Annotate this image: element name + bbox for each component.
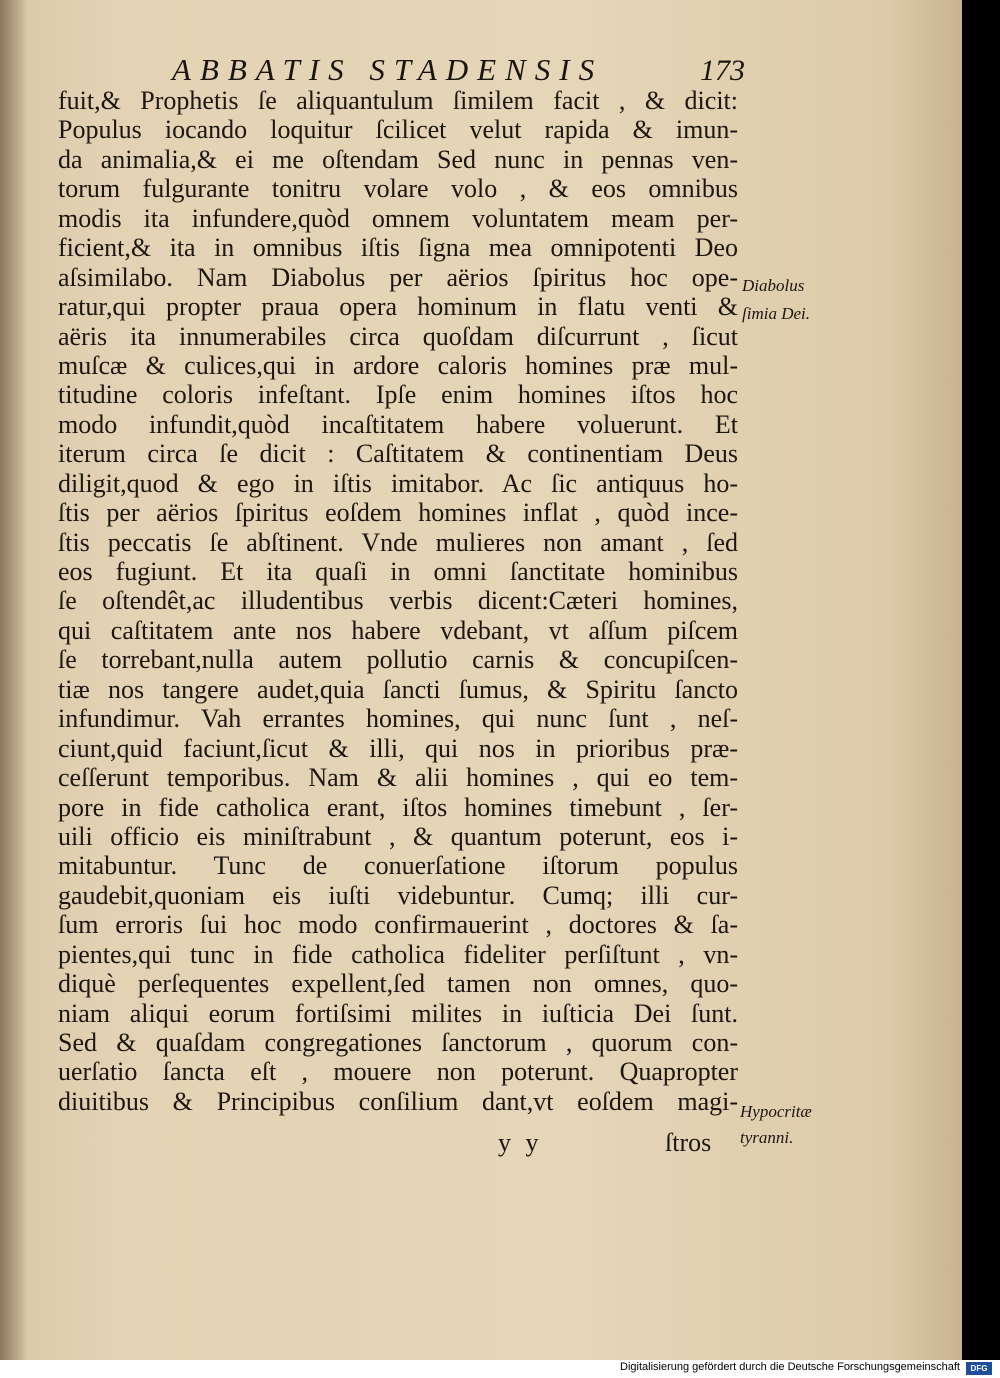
text-line: diquè perſequentes expellent,ſed tamen non omnes, quo- bbox=[58, 969, 738, 999]
text-line: ſe torrebant,nulla autem pollutio carnis & concupiſcen- bbox=[58, 645, 738, 675]
text-line: uili officio eis miniſtrabunt , & quantum poterunt, eos i- bbox=[58, 821, 738, 851]
body-text bbox=[58, 86, 738, 1116]
text-line: modo infundit,quòd incaſtitatem habere voluerunt. Et bbox=[58, 409, 738, 439]
text-line: pore in fide catholica erant, iſtos homines timebunt , ſer- bbox=[58, 792, 738, 822]
text-line: ficient,& ita in omnibus iſtis ſigna mea omnipotenti Deo bbox=[58, 233, 738, 263]
footer-bar bbox=[0, 1360, 1000, 1378]
text-line: diuitibus & Principibus conſilium dant,vt eoſdem magi- bbox=[58, 1086, 738, 1116]
text-line: modis ita infundere,quòd omnem voluntatem meam per- bbox=[58, 203, 738, 233]
margin-note-diabolus: Diabolus bbox=[742, 276, 805, 295]
text-line: iterum circa ſe dicit : Caſtitatem & continentiam Deus bbox=[58, 439, 738, 469]
margin-note-tyranni: tyranni. bbox=[740, 1128, 794, 1147]
text-line: gaudebit,quoniam eis iuſti videbuntur. Cumq; illi cur- bbox=[58, 880, 738, 910]
text-line: tiæ nos tangere audet,quia ſancti ſumus, & Spiritu ſancto bbox=[58, 674, 738, 704]
text-line: torum fulgurante tonitru volare volo , & eos omnibus bbox=[58, 174, 738, 204]
text-line: ſtis peccatis ſe abſtinent. Vnde mulieres non amant , ſed bbox=[58, 527, 738, 557]
text-line: aëris ita innumerabiles circa quoſdam diſcurrunt , ſicut bbox=[58, 321, 738, 351]
text-line: uerſatio ſancta eſt , mouere non poterunt. Quapropter bbox=[58, 1057, 738, 1087]
text-line: ratur,qui propter praua opera hominum in flatu venti & bbox=[58, 292, 738, 322]
text-line: ceſſerunt temporibus. Nam & alii homines , qui eo tem- bbox=[58, 763, 738, 793]
text-line: Populus iocando loquitur ſcilicet velut rapida & imun- bbox=[58, 115, 738, 145]
text-line: Sed & quaſdam congregationes ſanctorum , quorum con- bbox=[58, 1028, 738, 1057]
text-line: ſum erroris ſui hoc modo confirmauerint , doctores & ſa- bbox=[58, 910, 738, 940]
text-line: eos fugiunt. Et ita quaſi in omni ſanctitate hominibus bbox=[58, 557, 738, 586]
text-line: niam aliqui eorum fortiſsimi milites in iuſticia Dei ſunt. bbox=[58, 998, 738, 1028]
signature-mark: y y bbox=[498, 1128, 543, 1157]
text-line: aſsimilabo. Nam Diabolus per aërios ſpiritus hoc ope- bbox=[58, 262, 738, 292]
page-number: 173 bbox=[700, 54, 745, 87]
margin-note-simia-dei: ſimia Dei. bbox=[742, 304, 810, 323]
running-title: ABBATIS STADENSIS bbox=[172, 52, 604, 87]
text-line: ſtis per aërios ſpiritus eoſdem homines inflat , quòd ince- bbox=[58, 498, 738, 528]
text-line: qui caſtitatem ante nos habere vdebant, vt aſſum piſcem bbox=[58, 615, 738, 645]
dfg-logo-icon: DFG bbox=[966, 1362, 992, 1375]
text-line: da animalia,& ei me oſtendam Sed nunc in pennas ven- bbox=[58, 144, 738, 174]
margin-note-hypocritae: Hypocritæ bbox=[740, 1102, 812, 1121]
catchword: ſtros bbox=[665, 1128, 712, 1157]
funding-credit: Digitalisierung gefördert durch die Deutsche Forschungsgemeinschaft bbox=[620, 1361, 960, 1373]
text-line: diligit,quod & ego in iſtis imitabor. Ac ſic antiquus ho- bbox=[58, 468, 738, 498]
text-line: titudine coloris infeſtant. Ipſe enim homines iſtos hoc bbox=[58, 380, 738, 410]
text-line: muſcæ & culices,qui in ardore caloris homines præ mul- bbox=[58, 350, 738, 380]
binding-shadow bbox=[0, 0, 28, 1360]
text-line: infundimur. Vah errantes homines, qui nunc ſunt , neſ- bbox=[58, 704, 738, 734]
text-line: mitabuntur. Tunc de conuerſatione iſtorum populus bbox=[58, 851, 738, 881]
text-line: pientes,qui tunc in fide catholica fideliter perſiſtunt , vn- bbox=[58, 939, 738, 969]
text-line: ſe oſtendêt,ac illudentibus verbis dicent:Cæteri homines, bbox=[58, 586, 738, 616]
text-line: fuit,& Prophetis ſe aliquantulum ſimilem facit , & dicit: bbox=[58, 86, 738, 115]
text-line: ciunt,quid faciunt,ſicut & illi, qui nos in prioribus præ- bbox=[58, 733, 738, 763]
